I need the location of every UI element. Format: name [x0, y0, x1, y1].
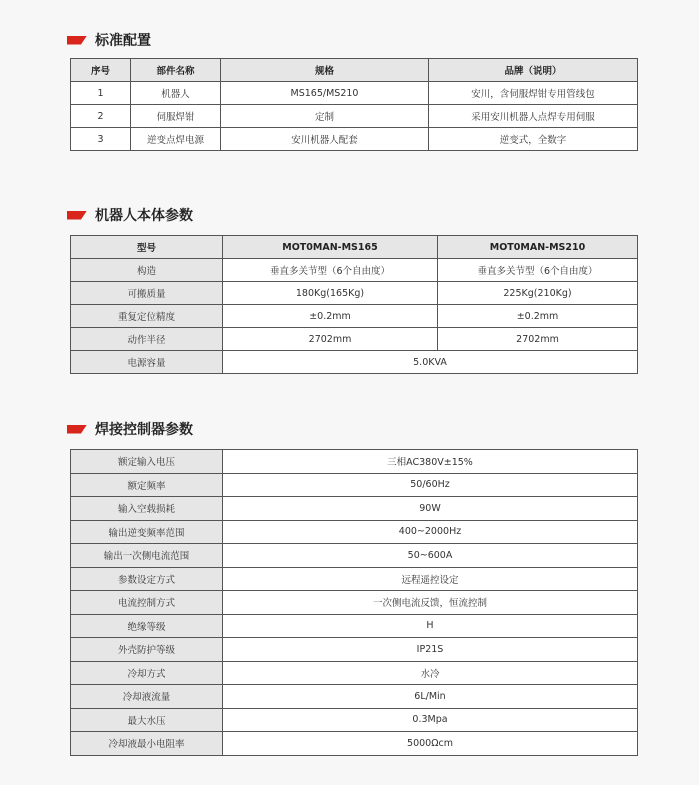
table-cell: 安川机器人配套 [221, 128, 429, 151]
table-row [71, 82, 638, 105]
section3-title: 焊接控制器参数 [95, 422, 193, 438]
table-cell: 逆变点焊电源 [131, 128, 221, 151]
row-label: 可搬质量 [71, 282, 223, 305]
table-row [71, 473, 638, 497]
table-row [71, 351, 638, 374]
table-cell: 逆变式，全数字 [429, 128, 638, 151]
table-cell: 1 [71, 82, 131, 105]
table-cell: 400~2000Hz [223, 520, 638, 544]
table-row [71, 497, 638, 521]
table-row [71, 614, 638, 638]
row-label: 绝缘等级 [71, 614, 223, 638]
row-label: 输出逆变频率范围 [71, 520, 223, 544]
robot-params-table [70, 235, 638, 374]
table-cell: 定制 [221, 105, 429, 128]
table-cell: 50~600A [223, 544, 638, 568]
row-label: 电源容量 [71, 351, 223, 374]
table-header-row [71, 59, 638, 82]
table-cell: 三相AC380V±15% [223, 450, 638, 474]
table-cell: 5.0KVA [223, 351, 638, 374]
table-cell: 2 [71, 105, 131, 128]
standard-config-table [70, 58, 638, 151]
section2-title: 机器人本体参数 [95, 208, 193, 224]
row-label: 电流控制方式 [71, 591, 223, 615]
table-row [71, 282, 638, 305]
table-row [71, 328, 638, 351]
section-title-standard-config [67, 30, 151, 50]
row-label: 动作半径 [71, 328, 223, 351]
row-label: 冷却液最小电阻率 [71, 732, 223, 756]
table-cell: 2702mm [438, 328, 638, 351]
red-marker-icon [67, 36, 87, 45]
section1-title: 标准配置 [95, 33, 151, 49]
table-row [71, 305, 638, 328]
row-label: 输入空载损耗 [71, 497, 223, 521]
section-title-robot-params [67, 205, 193, 225]
table-cell: ±0.2mm [438, 305, 638, 328]
section-title-welding-controller [67, 419, 193, 439]
table-cell: MS165/MS210 [221, 82, 429, 105]
table-row [71, 708, 638, 732]
table-cell: 2702mm [223, 328, 438, 351]
row-label: 构造 [71, 259, 223, 282]
table-row [71, 685, 638, 709]
red-marker-icon [67, 211, 87, 220]
row-label: 额定输入电压 [71, 450, 223, 474]
table-row [71, 591, 638, 615]
table-cell: 机器人 [131, 82, 221, 105]
red-marker-icon [67, 425, 87, 434]
table-cell: 180Kg(165Kg) [223, 282, 438, 305]
table-cell: 0.3Mpa [223, 708, 638, 732]
row-label: 外壳防护等级 [71, 638, 223, 662]
row-label: 参数设定方式 [71, 567, 223, 591]
table-cell: 水冷 [223, 661, 638, 685]
header-cell: 型号 [71, 236, 223, 259]
row-label: 冷却方式 [71, 661, 223, 685]
table-row [71, 128, 638, 151]
header-cell: 品牌（说明） [429, 59, 638, 82]
row-label: 额定频率 [71, 473, 223, 497]
header-cell: 部件名称 [131, 59, 221, 82]
header-cell: MOT0MAN-MS210 [438, 236, 638, 259]
table-row [71, 544, 638, 568]
table-cell: 远程遥控设定 [223, 567, 638, 591]
table-row [71, 567, 638, 591]
row-label: 冷却液流量 [71, 685, 223, 709]
header-cell: 规格 [221, 59, 429, 82]
table-row [71, 638, 638, 662]
table-row [71, 661, 638, 685]
welding-controller-table [70, 449, 638, 756]
table-cell: 5000Ωcm [223, 732, 638, 756]
table-row [71, 105, 638, 128]
table-cell: 伺服焊钳 [131, 105, 221, 128]
table-row [71, 732, 638, 756]
table-row [71, 259, 638, 282]
row-label: 最大水压 [71, 708, 223, 732]
table-cell: IP21S [223, 638, 638, 662]
table-cell: 90W [223, 497, 638, 521]
row-label: 输出一次侧电流范围 [71, 544, 223, 568]
table-cell: ±0.2mm [223, 305, 438, 328]
table-cell: 50/60Hz [223, 473, 638, 497]
table-row [71, 520, 638, 544]
table-cell: 垂直多关节型（6个自由度） [438, 259, 638, 282]
row-label: 重复定位精度 [71, 305, 223, 328]
table-cell: 6L/Min [223, 685, 638, 709]
header-cell: MOT0MAN-MS165 [223, 236, 438, 259]
table-cell: 垂直多关节型（6个自由度） [223, 259, 438, 282]
table-cell: 采用安川机器人点焊专用伺服 [429, 105, 638, 128]
table-cell: 225Kg(210Kg) [438, 282, 638, 305]
table-cell: H [223, 614, 638, 638]
table-cell: 3 [71, 128, 131, 151]
table-row [71, 450, 638, 474]
table-header-row [71, 236, 638, 259]
header-cell: 序号 [71, 59, 131, 82]
table-cell: 一次侧电流反馈，恒流控制 [223, 591, 638, 615]
table-cell: 安川，含伺服焊钳专用管线包 [429, 82, 638, 105]
